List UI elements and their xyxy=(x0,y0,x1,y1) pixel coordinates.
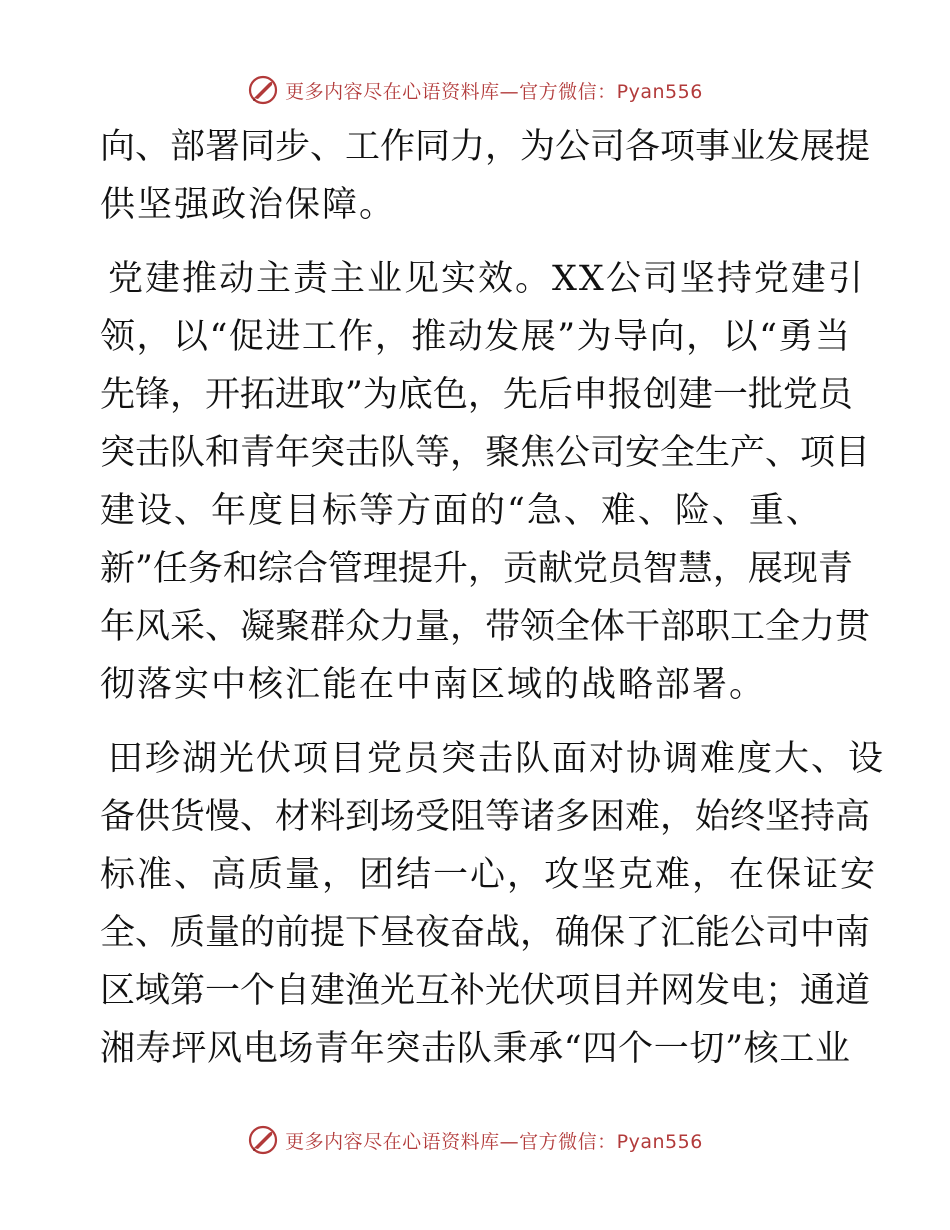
text-line: 区域第一个自建渔光互补光伏项目并网发电；通道 xyxy=(100,971,871,1011)
text-line: 全、质量的前提下昼夜奋战，确保了汇能公司中南 xyxy=(100,913,871,953)
text-line: 建设、年度目标等方面的“急、难、险、重、 xyxy=(100,491,823,531)
quill-pen-circle-icon xyxy=(247,1124,279,1156)
watermark-text: 更多内容尽在心语资料库—官方微信：Pyan556 xyxy=(285,1130,703,1153)
text-line: 先锋，开拓进取”为底色，先后申报创建一批党员 xyxy=(100,375,853,415)
text-line: 年风采、凝聚群众力量，带领全体干部职工全力贯 xyxy=(100,607,871,647)
watermark-header xyxy=(0,72,950,108)
watermark-text: 更多内容尽在心语资料库—官方微信：Pyan556 xyxy=(285,80,703,103)
paragraph xyxy=(100,118,871,234)
text-line: 标准、高质量，团结一心，攻坚克难，在保证安 xyxy=(100,855,878,895)
text-line: 新”任务和综合管理提升，贡献党员智慧，展现青 xyxy=(100,549,853,589)
text-line: 党建推动主责主业见实效。XX公司坚持党建引 xyxy=(108,259,865,299)
document-body xyxy=(100,118,886,1078)
paragraph xyxy=(100,250,871,714)
text-line: 领，以“促进工作，推动发展”为导向，以“勇当 xyxy=(100,317,850,357)
watermark-footer xyxy=(0,1122,950,1158)
text-line: 彻落实中核汇能在中南区域的战略部署。 xyxy=(100,665,767,705)
text-line: 向、部署同步、工作同力，为公司各项事业发展提 xyxy=(100,127,871,167)
quill-pen-circle-icon xyxy=(247,74,279,106)
text-line: 供坚强政治保障。 xyxy=(100,185,397,225)
text-line: 湘寿坪风电场青年突击队秉承“四个一切”核工业 xyxy=(100,1029,850,1069)
text-line: 备供货慢、材料到场受阻等诸多困难，始终坚持高 xyxy=(100,797,871,837)
text-line: 突击队和青年突击队等，聚焦公司安全生产、项目 xyxy=(100,433,871,473)
paragraph xyxy=(100,730,886,1078)
text-line: 田珍湖光伏项目党员突击队面对协调难度大、设 xyxy=(108,739,886,779)
